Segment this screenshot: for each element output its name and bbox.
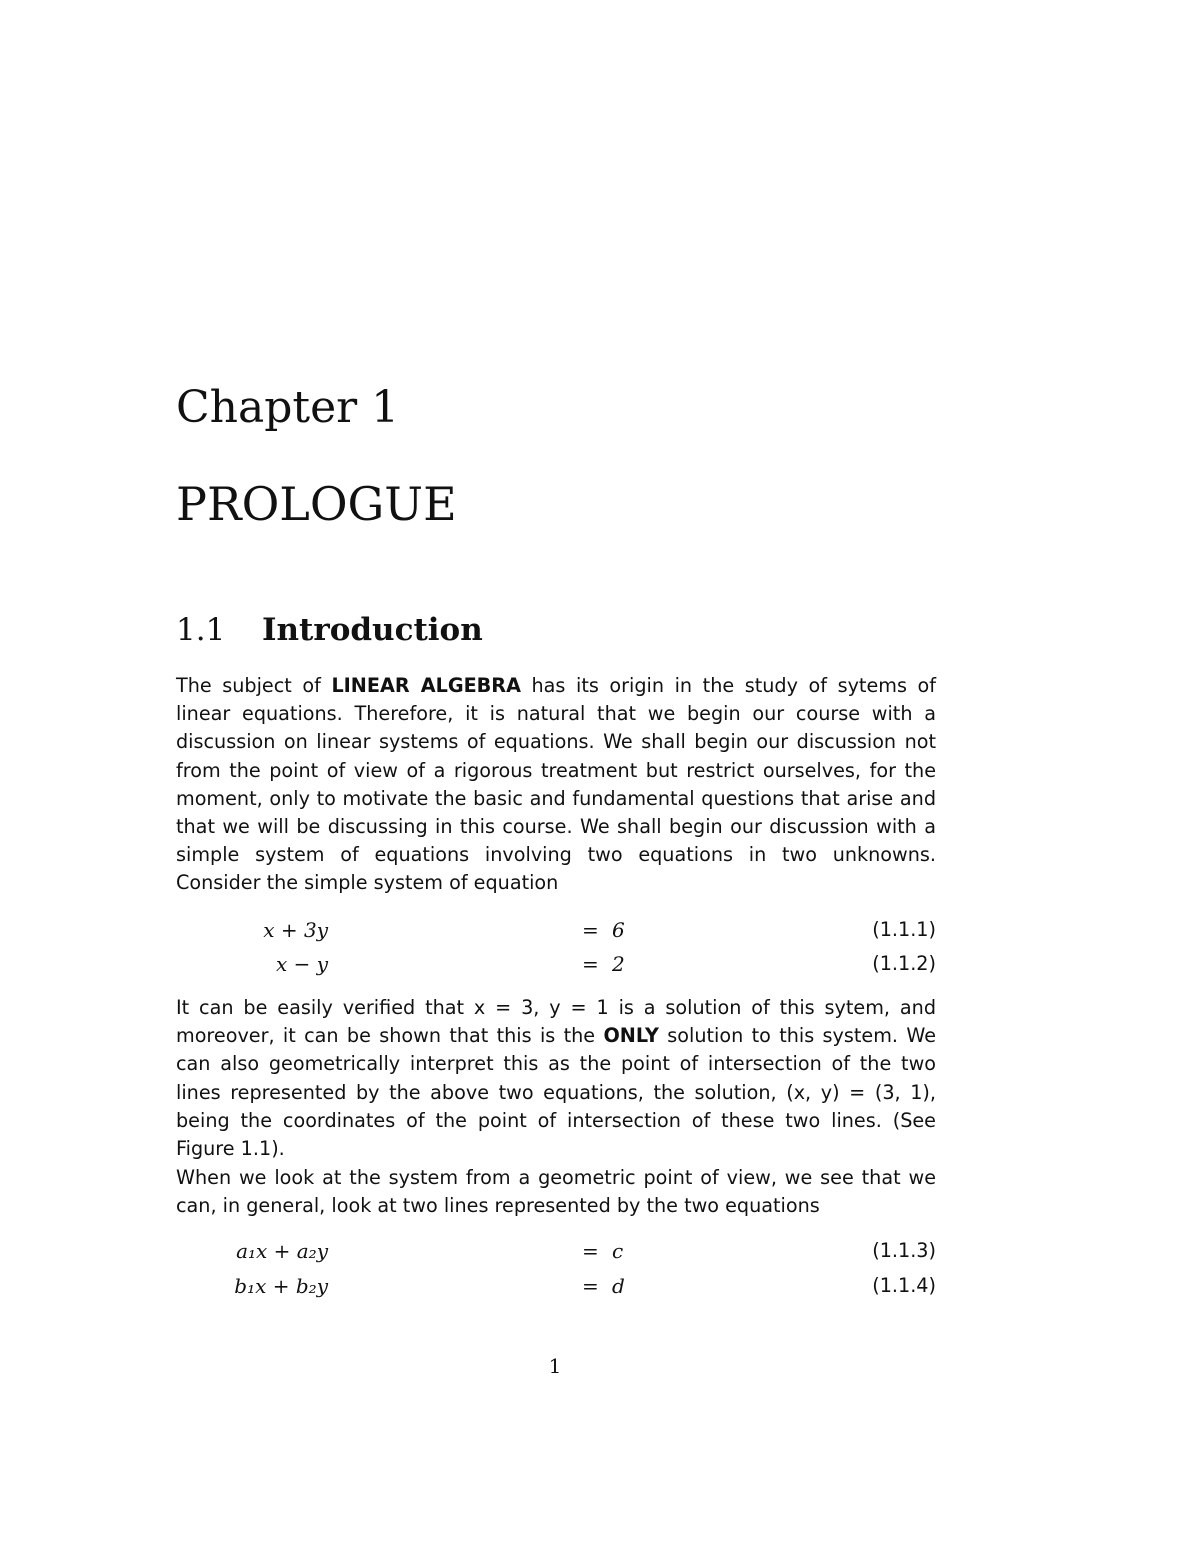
- section-heading: [176, 610, 483, 650]
- equation-rhs: 6: [612, 918, 625, 942]
- equation-1-1-2: [176, 948, 936, 980]
- paragraph-geometric: When we look at the system from a geometric point of view, we see that we can, in general, look at two lines represented by the two equations: [176, 1166, 936, 1218]
- section-number: 1.1: [176, 612, 226, 648]
- paragraph-intro-text-end: has its origin in the study of sytems of linear equations. Therefore, it is natural that we begin our course with a discussion on linear systems of equations. We shall begin our discussion not from the point of view of a rigorous treatment but restrict ourselves, for the moment, only to motivate the basic and fundamental questions that arise and that we will be discussing in this course. We shall begin our discussion with a simple system of equations involving two equations in two unknowns. Consider the simple system of equation: [176, 674, 936, 895]
- paragraph-solution-text-end: solution to this system. We can also geometrically interpret this as the point of intersection of the two lines represented by the above two equations, the solution, (x, y) = (3, 1), being the coordinates of the point of intersection of these two lines. (See Figure 1.1).: [176, 1024, 936, 1161]
- equation-equals: =: [582, 1239, 599, 1263]
- chapter-title: PROLOGUE: [176, 477, 457, 531]
- equation-equals: =: [582, 918, 599, 942]
- equation-tag: (1.1.4): [872, 1274, 936, 1297]
- paragraph-solution: [176, 994, 936, 1163]
- equation-rhs: d: [612, 1274, 625, 1298]
- equation-rhs: 2: [612, 952, 625, 976]
- equation-1-1-1: [176, 914, 936, 946]
- equation-equals: =: [582, 952, 599, 976]
- equation-lhs: x + 3y: [263, 918, 328, 942]
- equation-tag: (1.1.2): [872, 952, 936, 975]
- equation-rhs: c: [612, 1239, 624, 1263]
- equation-lhs: b₁x + b₂y: [234, 1274, 328, 1298]
- equation-tag: (1.1.3): [872, 1239, 936, 1262]
- equation-lhs: x − y: [275, 952, 328, 976]
- paragraph-intro: [176, 672, 936, 898]
- page-number: 1: [548, 1354, 562, 1378]
- section-title: Introduction: [262, 612, 483, 648]
- emphasis-only: ONLY: [603, 1024, 659, 1048]
- paragraph-intro-text-start: The subject of: [176, 674, 332, 697]
- equation-1-1-3: [176, 1235, 936, 1267]
- chapter-label: Chapter 1: [176, 382, 400, 433]
- paragraph-solution-text-start: It can be easily verified that x = 3, y = 1 is a solution of this sytem, and moreover, it can be shown that this is the: [176, 996, 936, 1048]
- equation-lhs: a₁x + a₂y: [236, 1239, 328, 1263]
- emphasis-linear-algebra: LINEAR ALGEBRA: [331, 674, 521, 697]
- equation-1-1-4: [176, 1270, 936, 1302]
- equation-tag: (1.1.1): [872, 918, 936, 941]
- equation-equals: =: [582, 1274, 599, 1298]
